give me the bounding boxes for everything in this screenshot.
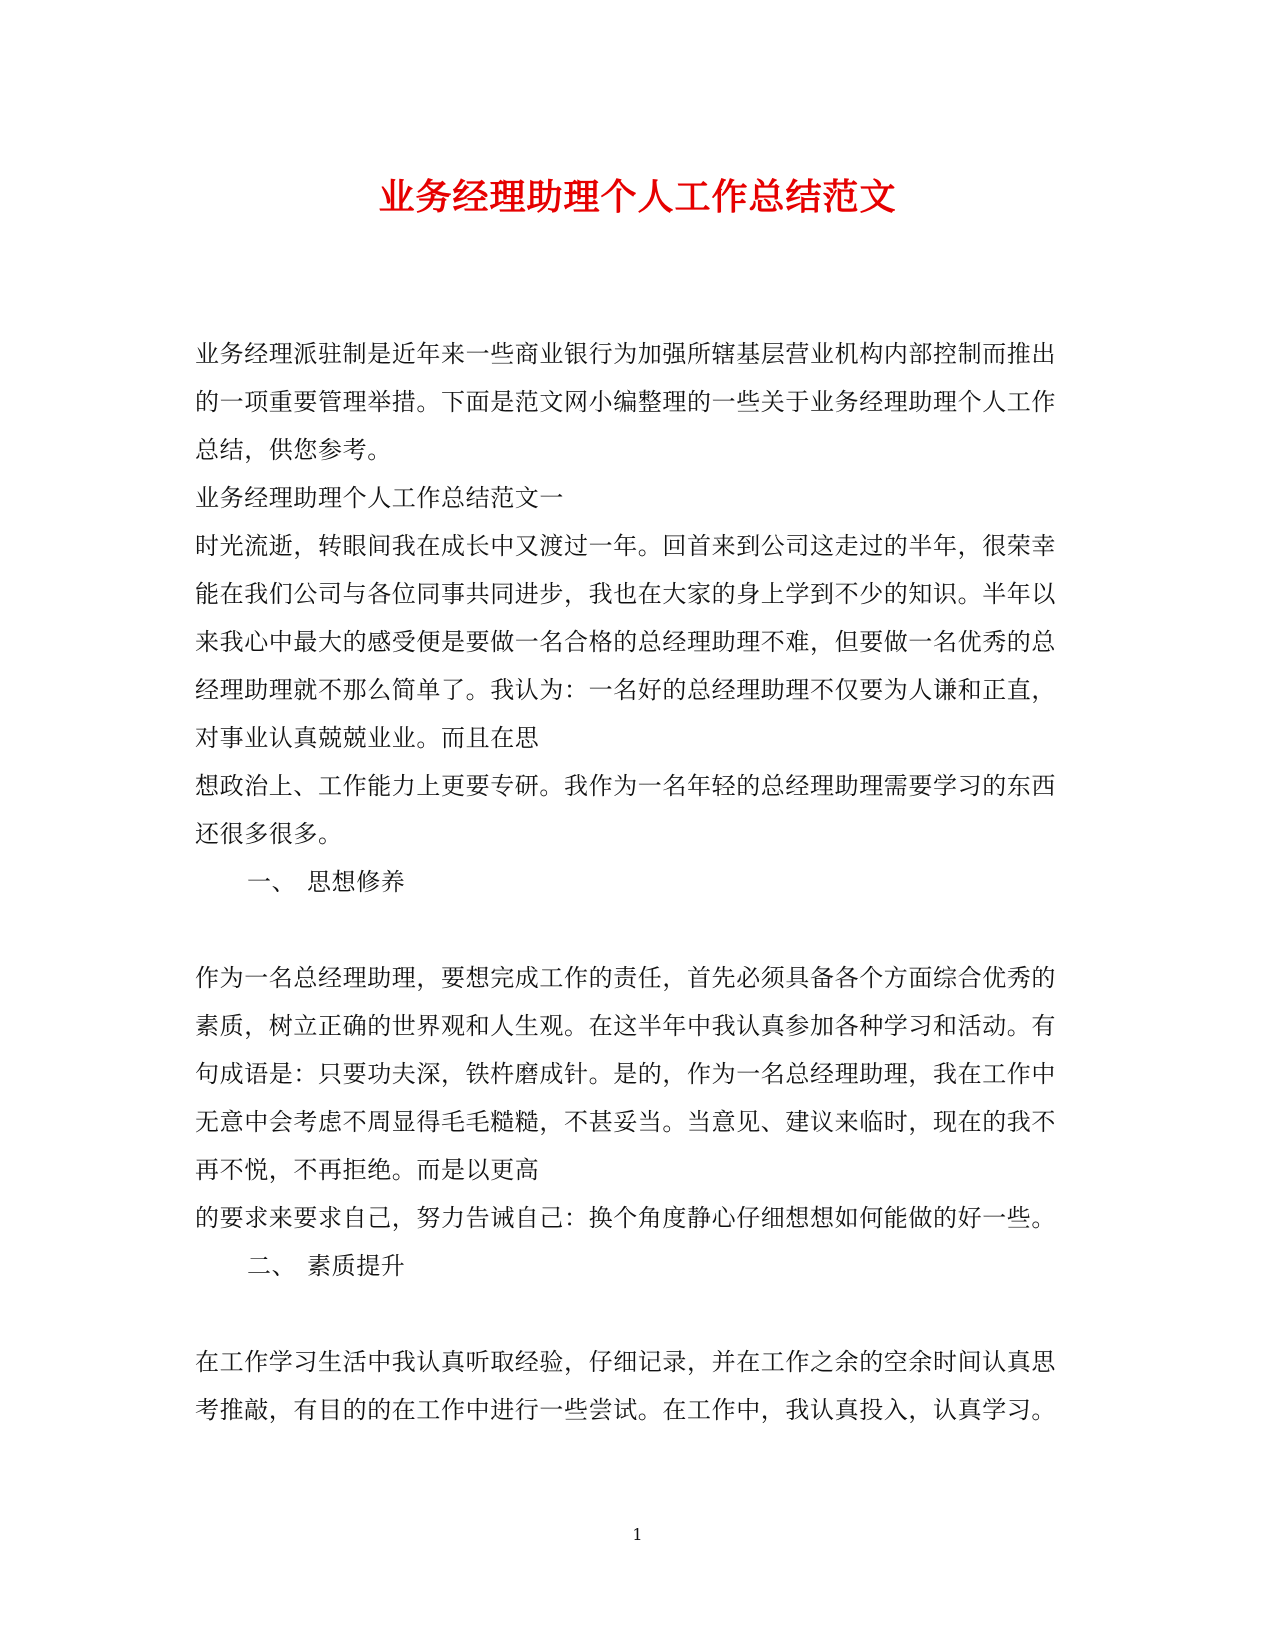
section-heading-1 — [195, 858, 1080, 906]
section-heading-text: 思想修养 — [307, 868, 406, 896]
body-paragraph: 作为一名总经理助理，要想完成工作的责任，首先必须具备各个方面综合优秀的素质，树立正确的世界观和人生观。在这半年中我认真参加各种学习和活动。有句成语是：只要功夫深，铁杵磨成针。是的，作为一名总经理助理，我在工作中无意中会考虑不周显得毛毛糙糙，不甚妥当。当意见、建议来临时，现在的我不再不悦，不再拒绝。而是以更高 — [195, 964, 1056, 1184]
section-heading-2 — [195, 1242, 1080, 1290]
section-number: 二、 — [247, 1252, 297, 1280]
body-paragraph: 时光流逝，转眼间我在成长中又渡过一年。回首来到公司这走过的半年，很荣幸能在我们公司与各位同事共同进步，我也在大家的身上学到不少的知识。半年以来我心中最大的感受便是要做一名合格的总经理助理不难，但要做一名优秀的总经理助理就不那么简单了。我认为：一名好的总经理助理不仅要为人谦和正直，对事业认真兢兢业业。而且在思 — [195, 532, 1056, 752]
section-number: 一、 — [247, 868, 297, 896]
body-paragraph: 想政治上、工作能力上更要专研。我作为一名年轻的总经理助理需要学习的东西还很多很多。 — [195, 772, 1056, 848]
body-paragraph: 的要求来要求自己，努力告诫自己：换个角度静心仔细想想如何能做的好一些。 — [195, 1204, 1056, 1232]
page-number: 1 — [632, 1525, 643, 1544]
intro-paragraph: 业务经理派驻制是近年来一些商业银行为加强所辖基层营业机构内部控制而推出的一项重要管理举措。下面是范文网小编整理的一些关于业务经理助理个人工作总结，供您参考。 — [195, 340, 1056, 464]
document-body — [195, 330, 1080, 1434]
subtitle-line: 业务经理助理个人工作总结范文一 — [195, 484, 564, 512]
spacer — [195, 1290, 1080, 1338]
section-heading-text: 素质提升 — [307, 1252, 406, 1280]
spacer — [195, 906, 1080, 954]
document-title: 业务经理助理个人工作总结范文 — [378, 176, 897, 218]
body-paragraph: 在工作学习生活中我认真听取经验，仔细记录，并在工作之余的空余时间认真思考推敲，有目的的在工作中进行一些尝试。在工作中，我认真投入，认真学习。 — [195, 1348, 1056, 1424]
